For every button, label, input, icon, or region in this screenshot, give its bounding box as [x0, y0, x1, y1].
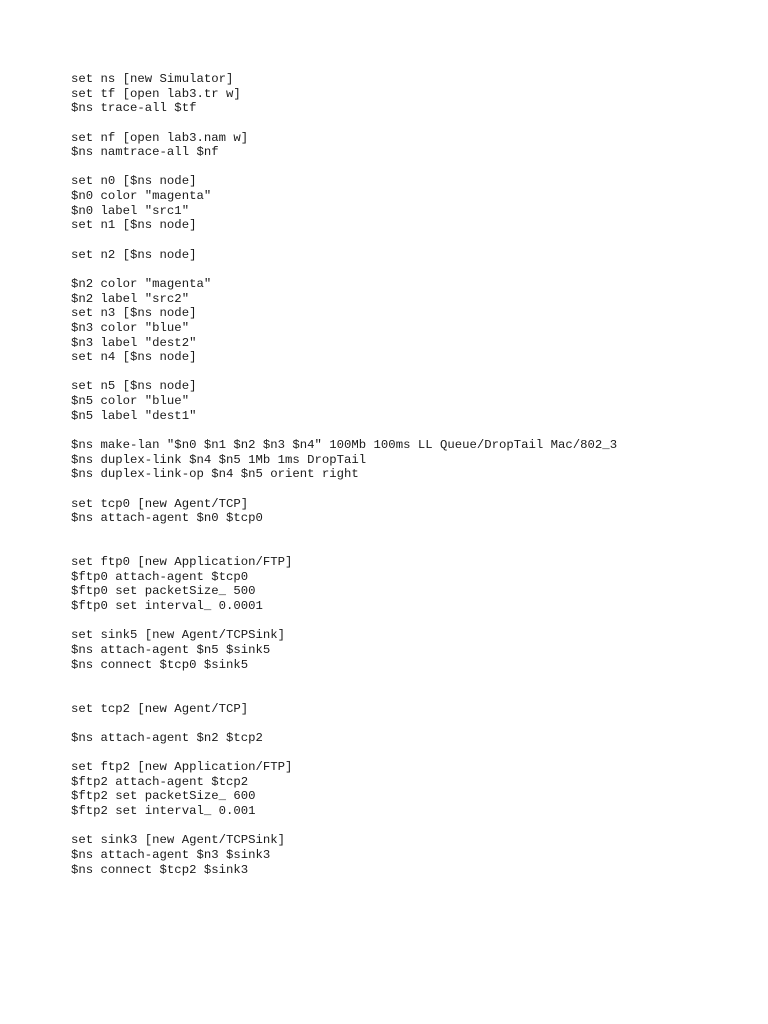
- code-line: set nf [open lab3.nam w]: [71, 130, 249, 145]
- code-line: [71, 262, 751, 277]
- code-line: set ftp2 [new Application/FTP]: [71, 760, 293, 775]
- code-line: $ns trace-all $tf: [71, 101, 197, 116]
- code-line: set n2 [$ns node]: [71, 247, 197, 262]
- code-line: $ns attach-agent $n2 $tcp2: [71, 730, 263, 745]
- code-line: [71, 672, 751, 687]
- code-line: [71, 365, 751, 380]
- code-line: $n0 label "src1": [71, 203, 190, 218]
- code-line: $ftp2 set packetSize_ 600: [71, 789, 256, 804]
- code-line: $ftp0 set interval_ 0.0001: [71, 599, 263, 614]
- code-line: $ns duplex-link $n4 $n5 1Mb 1ms DropTail: [71, 452, 367, 467]
- code-line: [71, 423, 751, 438]
- code-line: $ns attach-agent $n3 $sink3: [71, 847, 271, 862]
- code-line: [71, 687, 751, 702]
- code-line: $ns attach-agent $n0 $tcp0: [71, 511, 263, 526]
- code-line: $ns attach-agent $n5 $sink5: [71, 642, 271, 657]
- code-line: $ns connect $tcp0 $sink5: [71, 657, 249, 672]
- code-line: $n5 color "blue": [71, 394, 190, 409]
- code-block: [71, 72, 751, 877]
- code-line: set ns [new Simulator]: [71, 72, 234, 86]
- code-line: set n4 [$ns node]: [71, 350, 197, 365]
- code-line: [71, 482, 751, 497]
- code-line: $ns connect $tcp2 $sink3: [71, 862, 249, 877]
- code-line: $n0 color "magenta": [71, 189, 212, 204]
- code-line: set n5 [$ns node]: [71, 379, 197, 394]
- code-line: set n0 [$ns node]: [71, 174, 197, 189]
- code-line: $n3 label "dest2": [71, 335, 197, 350]
- code-line: set ftp0 [new Application/FTP]: [71, 555, 293, 570]
- code-line: [71, 160, 751, 175]
- code-line: [71, 745, 751, 760]
- code-line: set n1 [$ns node]: [71, 218, 197, 233]
- code-line: [71, 716, 751, 731]
- code-line: $ns duplex-link-op $n4 $n5 orient right: [71, 467, 359, 482]
- code-line: [71, 233, 751, 248]
- code-line: [71, 116, 751, 131]
- code-line: set sink3 [new Agent/TCPSink]: [71, 833, 286, 848]
- code-line: set n3 [$ns node]: [71, 306, 197, 321]
- code-line: [71, 819, 751, 834]
- code-line: $ftp0 attach-agent $tcp0: [71, 569, 249, 584]
- code-line: set tcp0 [new Agent/TCP]: [71, 496, 249, 511]
- code-line: set sink5 [new Agent/TCPSink]: [71, 628, 286, 643]
- code-line: $ns make-lan "$n0 $n1 $n2 $n3 $n4" 100Mb 100ms LL Queue/DropTail Mac/802_3: [71, 438, 618, 453]
- code-line: $ftp0 set packetSize_ 500: [71, 584, 256, 599]
- code-line: $n5 label "dest1": [71, 408, 197, 423]
- code-line: set tcp2 [new Agent/TCP]: [71, 701, 249, 716]
- code-line: $ftp2 attach-agent $tcp2: [71, 774, 249, 789]
- code-line: [71, 541, 751, 556]
- code-line: [71, 526, 751, 541]
- code-line: $n3 color "blue": [71, 320, 190, 335]
- code-line: $ftp2 set interval_ 0.001: [71, 804, 256, 819]
- code-line: $ns namtrace-all $nf: [71, 145, 219, 160]
- code-line: set tf [open lab3.tr w]: [71, 86, 241, 101]
- code-line: $n2 color "magenta": [71, 276, 212, 291]
- code-line: [71, 614, 751, 629]
- code-line: $n2 label "src2": [71, 291, 190, 306]
